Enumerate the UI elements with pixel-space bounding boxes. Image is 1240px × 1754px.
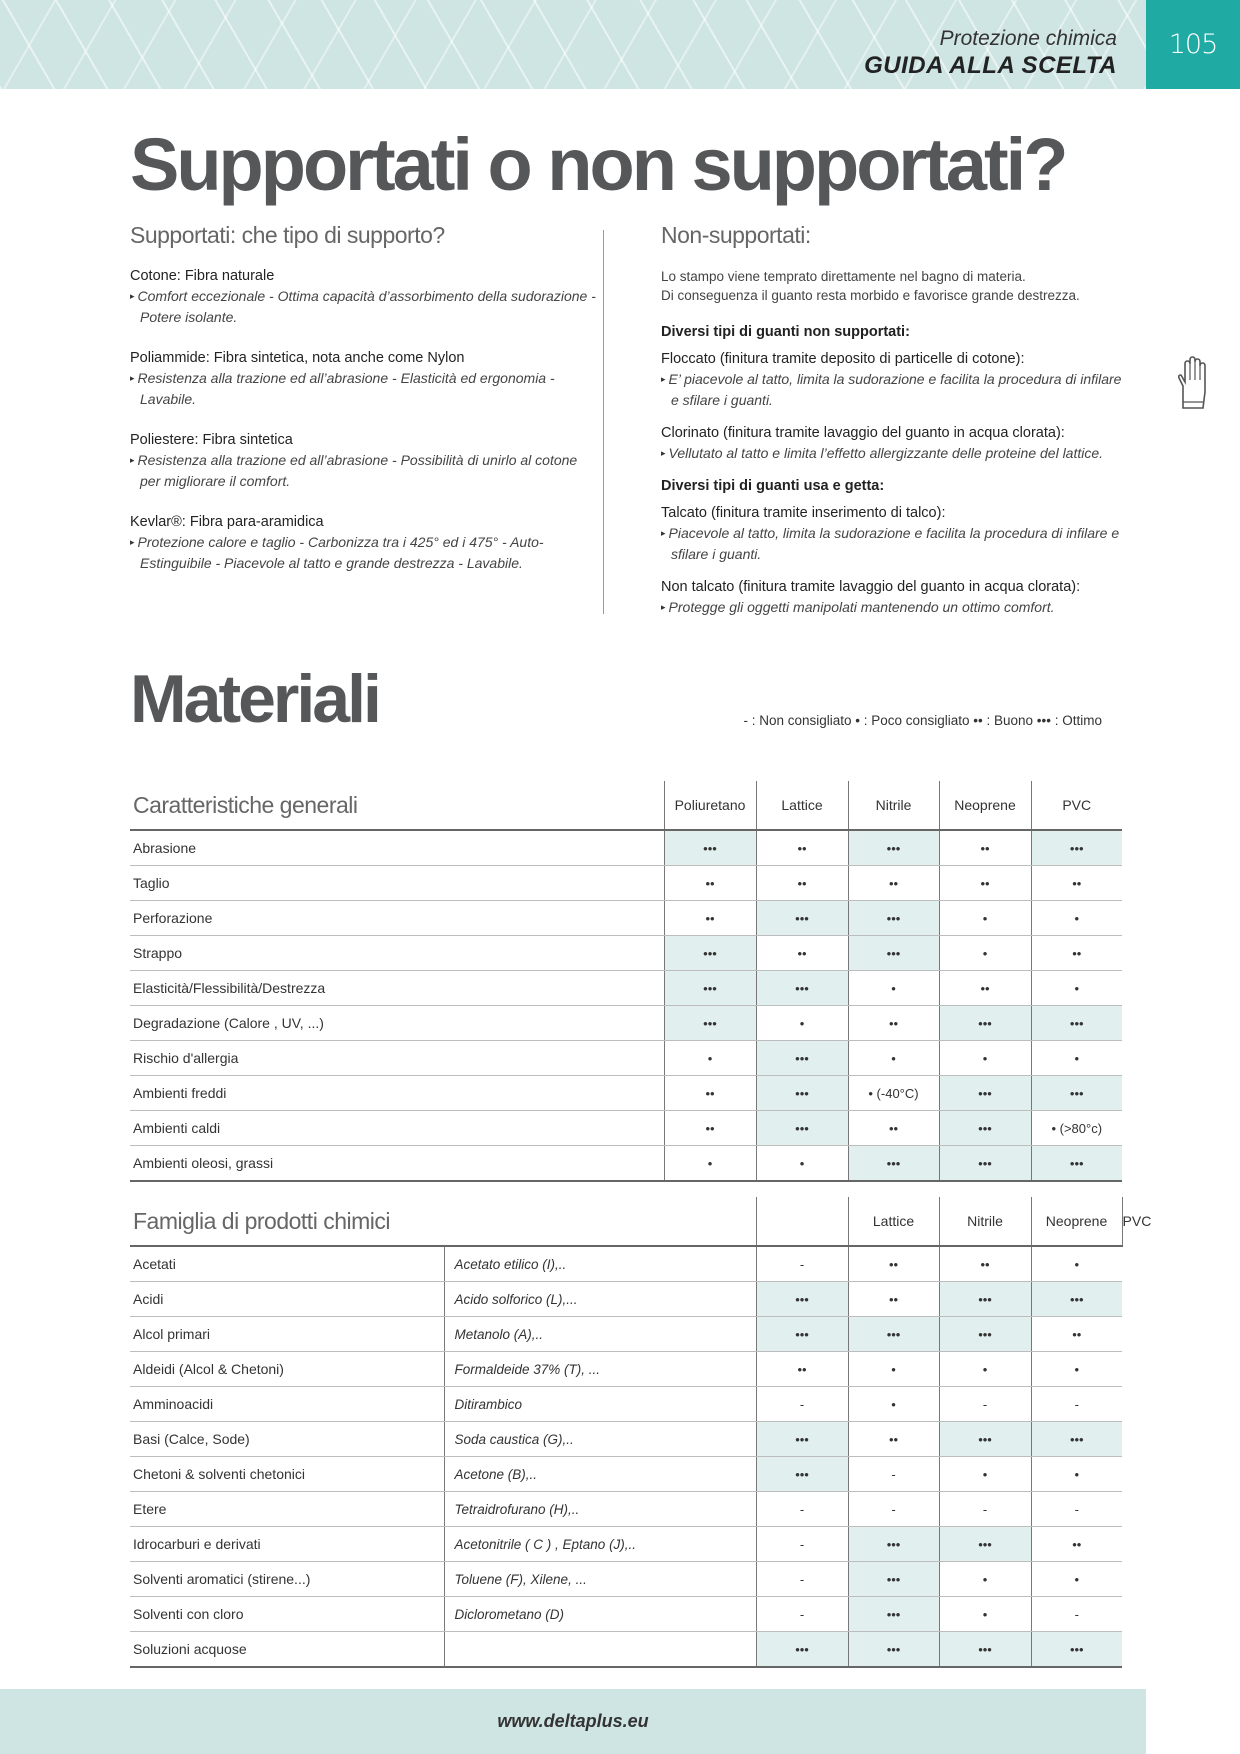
bullet-triangle-icon: ▸ (130, 291, 135, 301)
rating-cell: •• (664, 1111, 756, 1146)
rating-cell: • (939, 1457, 1031, 1492)
item-description (130, 369, 600, 409)
rating-cell: ••• (756, 1457, 848, 1492)
row-label: Taglio (130, 866, 664, 901)
rating-cell: ••• (1031, 1006, 1122, 1041)
text-item (130, 349, 600, 409)
header-title: GUIDA ALLA SCELTA (864, 52, 1117, 79)
column-header: Neoprene (1031, 1197, 1122, 1246)
item-title: Cotone: Fibra naturale (130, 268, 275, 284)
row-label: Aldeidi (Alcol & Chetoni) (130, 1352, 444, 1387)
general-characteristics-table (130, 781, 1122, 1182)
rating-cell: ••• (939, 1111, 1031, 1146)
item-description (661, 444, 1131, 465)
table-row (130, 1387, 1122, 1422)
rating-cell: - (1031, 1387, 1122, 1422)
section-title-supportati: Supportati o non supportati? (130, 123, 1066, 206)
row-label: Ambienti oleosi, grassi (130, 1146, 664, 1182)
item-title: Poliammide: Fibra sintetica, nota anche come Nylon (130, 350, 465, 366)
row-label: Strappo (130, 936, 664, 971)
rating-cell: ••• (756, 971, 848, 1006)
bullet-triangle-icon: ▸ (661, 374, 666, 384)
rating-cell: - (939, 1492, 1031, 1527)
rating-cell: • (848, 1352, 939, 1387)
item-title: Non talcato (finitura tramite lavaggio del guanto in acqua clorata): (661, 579, 1081, 595)
rating-cell: ••• (848, 936, 939, 971)
column-header-blank (756, 1197, 848, 1246)
rating-cell: • (756, 1146, 848, 1182)
rating-cell: • (848, 971, 939, 1006)
rating-cell: •• (939, 1246, 1031, 1282)
rating-cell: ••• (756, 1076, 848, 1111)
item-description (661, 524, 1131, 564)
section-title-materiali: Materiali (130, 661, 379, 737)
column-header: Nitrile (848, 781, 939, 830)
rating-cell: ••• (664, 1006, 756, 1041)
rating-cell: •• (939, 866, 1031, 901)
unsupported-intro-2: Di conseguenza il guanto resta morbido e favorisce grande destrezza. (661, 288, 1080, 303)
row-label: Idrocarburi e derivati (130, 1527, 444, 1562)
table-row (130, 1076, 1122, 1111)
supported-heading: Supportati: che tipo di supporto? (130, 222, 445, 248)
rating-cell: ••• (848, 1562, 939, 1597)
rating-cell: •• (1031, 866, 1122, 901)
table-row (130, 1352, 1122, 1387)
item-title: Talcato (finitura tramite inserimento di talco): (661, 505, 946, 521)
table-row (130, 936, 1122, 971)
rating-cell: ••• (1031, 1632, 1122, 1668)
table-row (130, 866, 1122, 901)
rating-cell: ••• (664, 936, 756, 971)
table-row (130, 1527, 1122, 1562)
table-row (130, 1632, 1122, 1668)
rating-cell: •• (848, 1246, 939, 1282)
example-chemical: Acetone (B),.. (444, 1457, 756, 1492)
rating-cell: • (1031, 1246, 1122, 1282)
rating-cell: ••• (756, 1422, 848, 1457)
footer-band (0, 1689, 1146, 1754)
row-label: Solventi aromatici (stirene...) (130, 1562, 444, 1597)
table-row (130, 1041, 1122, 1076)
text-item (661, 578, 1131, 619)
rating-cell: • (664, 1146, 756, 1182)
rating-cell: ••• (664, 830, 756, 866)
row-label: Elasticità/Flessibilità/Destrezza (130, 971, 664, 1006)
row-label: Chetoni & solventi chetonici (130, 1457, 444, 1492)
row-label: Abrasione (130, 830, 664, 866)
item-description-text: Protegge gli oggetti manipolati mantenendo un ottimo comfort. (668, 599, 1055, 615)
group-2-title: Diversi tipi di guanti usa e getta: (661, 478, 885, 494)
rating-cell: - (756, 1246, 848, 1282)
glove-icon (1176, 356, 1210, 412)
rating-cell: ••• (939, 1317, 1031, 1352)
item-description-text: Resistenza alla trazione ed all’abrasione - Possibilità di unirlo al cotone per migliorare il comfort. (137, 452, 578, 489)
bullet-triangle-icon: ▸ (661, 528, 666, 538)
rating-cell: • (-40°C) (848, 1076, 939, 1111)
table-row (130, 1282, 1122, 1317)
rating-cell: ••• (848, 1317, 939, 1352)
rating-cell: - (756, 1492, 848, 1527)
example-chemical: Ditirambico (444, 1387, 756, 1422)
row-label: Amminoacidi (130, 1387, 444, 1422)
row-label: Perforazione (130, 901, 664, 936)
rating-cell: - (1031, 1597, 1122, 1632)
rating-cell: •• (1031, 1527, 1122, 1562)
rating-cell: •• (756, 866, 848, 901)
rating-cell: •• (756, 936, 848, 971)
example-chemical: Soda caustica (G),.. (444, 1422, 756, 1457)
example-chemical: Diclorometano (D) (444, 1597, 756, 1632)
rating-cell: • (939, 936, 1031, 971)
rating-cell: ••• (756, 1632, 848, 1668)
page-number: 105 (1146, 0, 1240, 89)
rating-cell: - (756, 1597, 848, 1632)
rating-cell: •• (664, 1076, 756, 1111)
rating-cell: • (939, 901, 1031, 936)
row-label: Degradazione (Calore , UV, ...) (130, 1006, 664, 1041)
text-item (130, 267, 600, 327)
rating-cell: • (664, 1041, 756, 1076)
rating-cell: ••• (848, 901, 939, 936)
rating-cell: • (1031, 1562, 1122, 1597)
row-label: Ambienti freddi (130, 1076, 664, 1111)
table-row (130, 1006, 1122, 1041)
rating-cell: - (756, 1387, 848, 1422)
row-label: Basi (Calce, Sode) (130, 1422, 444, 1457)
item-description (661, 598, 1131, 619)
rating-cell: ••• (1031, 830, 1122, 866)
bullet-triangle-icon: ▸ (130, 373, 135, 383)
item-description (661, 370, 1131, 410)
item-description (130, 287, 600, 327)
chemical-families-table: Famiglia di prodotti chimici Lattice Nitrile Neoprene PVC Acetati Acetato etilico (I),.. - •• •• • Acidi Acido solforico (L),... ••• •• ••• ••• Alcol primari Metanolo (A),.. ••• ••• ••• •• Aldeidi (Alcol & Chetoni) Formaldeide 37% (T), ... •• • • • Amminoacidi Ditirambico - • - - Basi (Calce, Sode) Soda caustica (G),.. ••• •• ••• ••• Chetoni & solventi chetonici Acetone (B),.. ••• - • • Etere Tetraidrofurano (H),.. - - - - Idrocarburi e derivati Acetonitrile ( C ) , Eptano (J),.. - ••• ••• •• Solventi aromatici (stirene...) Toluene (F), Xilene, ... - ••• • • Solventi con cloro Diclorometano (D) - ••• • - Soluzioni acquose ••• ••• ••• ••• (130, 1197, 1122, 1668)
rating-cell: ••• (1031, 1146, 1122, 1182)
table-row (130, 1492, 1122, 1527)
table-row (130, 1422, 1122, 1457)
rating-cell: • (939, 1597, 1031, 1632)
rating-cell: • (>80°c) (1031, 1111, 1122, 1146)
item-description (130, 533, 600, 573)
item-description-text: Comfort eccezionale - Ottima capacità d’assorbimento della sudorazione - Potere isolante. (137, 288, 596, 325)
example-chemical: Acetato etilico (I),.. (444, 1246, 756, 1282)
unsupported-column (661, 222, 1131, 633)
table-row (130, 1457, 1122, 1492)
rating-cell: ••• (939, 1076, 1031, 1111)
table-row (130, 1146, 1122, 1182)
rating-cell: •• (1031, 936, 1122, 971)
rating-cell: • (848, 1041, 939, 1076)
column-header: Poliuretano (664, 781, 756, 830)
rating-cell: ••• (848, 1146, 939, 1182)
example-chemical (444, 1632, 756, 1668)
row-label: Soluzioni acquose (130, 1632, 444, 1668)
rating-legend: - : Non consigliato • : Poco consigliato •• : Buono ••• : Ottimo (743, 713, 1102, 728)
example-chemical: Toluene (F), Xilene, ... (444, 1562, 756, 1597)
rating-cell: • (939, 1041, 1031, 1076)
rating-cell: • (1031, 1457, 1122, 1492)
row-label: Ambienti caldi (130, 1111, 664, 1146)
rating-cell: ••• (1031, 1282, 1122, 1317)
bullet-triangle-icon: ▸ (661, 602, 666, 612)
column-divider (603, 230, 604, 614)
rating-cell: - (848, 1492, 939, 1527)
rating-cell: - (848, 1457, 939, 1492)
rating-cell: • (939, 1562, 1031, 1597)
rating-cell: - (1031, 1492, 1122, 1527)
rating-cell: •• (664, 866, 756, 901)
rating-cell: ••• (939, 1632, 1031, 1668)
table-row (130, 1562, 1122, 1597)
rating-cell: ••• (848, 1597, 939, 1632)
rating-cell: ••• (664, 971, 756, 1006)
rating-cell: ••• (1031, 1076, 1122, 1111)
example-chemical: Tetraidrofurano (H),.. (444, 1492, 756, 1527)
rating-cell: • (1031, 1041, 1122, 1076)
rating-cell: ••• (756, 1041, 848, 1076)
item-title: Poliestere: Fibra sintetica (130, 432, 293, 448)
rating-cell: ••• (939, 1282, 1031, 1317)
row-label: Rischio d'allergia (130, 1041, 664, 1076)
rating-cell: - (939, 1387, 1031, 1422)
column-header: Nitrile (939, 1197, 1031, 1246)
rating-cell: ••• (756, 1317, 848, 1352)
footer-url[interactable]: www.deltaplus.eu (497, 1711, 649, 1731)
table-row (130, 901, 1122, 936)
rating-cell: ••• (1031, 1422, 1122, 1457)
rating-cell: •• (939, 971, 1031, 1006)
rating-cell: ••• (939, 1146, 1031, 1182)
example-chemical: Acido solforico (L),... (444, 1282, 756, 1317)
rating-cell: ••• (756, 901, 848, 936)
text-item (130, 431, 600, 491)
item-title: Clorinato (finitura tramite lavaggio del guanto in acqua clorata): (661, 425, 1065, 441)
table-row (130, 1111, 1122, 1146)
example-chemical: Metanolo (A),.. (444, 1317, 756, 1352)
table-row (130, 971, 1122, 1006)
table-row (130, 1597, 1122, 1632)
chem-table-caption: Famiglia di prodotti chimici (133, 1207, 390, 1234)
rating-cell: •• (1031, 1317, 1122, 1352)
general-table-caption: Caratteristiche generali (133, 791, 358, 818)
row-label: Alcol primari (130, 1317, 444, 1352)
example-chemical: Formaldeide 37% (T), ... (444, 1352, 756, 1387)
item-description-text: E’ piacevole al tatto, limita la sudorazione e facilita la procedura di infilare e sfilare i guanti. (668, 371, 1122, 408)
rating-cell: ••• (939, 1006, 1031, 1041)
rating-cell: • (1031, 1352, 1122, 1387)
rating-cell: ••• (756, 1111, 848, 1146)
item-title: Floccato (finitura tramite deposito di particelle di cotone): (661, 351, 1025, 367)
rating-cell: •• (756, 1352, 848, 1387)
rating-cell: ••• (848, 1632, 939, 1668)
header-subtitle: Protezione chimica (939, 27, 1117, 50)
rating-cell: •• (848, 1111, 939, 1146)
rating-cell: • (1031, 971, 1122, 1006)
table-row (130, 1246, 1122, 1282)
bullet-triangle-icon: ▸ (130, 455, 135, 465)
row-label: Solventi con cloro (130, 1597, 444, 1632)
rating-cell: • (848, 1387, 939, 1422)
row-label: Acidi (130, 1282, 444, 1317)
rating-cell: - (756, 1562, 848, 1597)
table-row (130, 1317, 1122, 1352)
text-item (661, 350, 1131, 410)
example-chemical: Acetonitrile ( C ) , Eptano (J),.. (444, 1527, 756, 1562)
rating-cell: ••• (848, 830, 939, 866)
item-description-text: Protezione calore e taglio - Carbonizza tra i 425° ed i 475° - Auto-Estinguibile - Piacevole al tatto e grande destrezza - Lavabile. (137, 534, 544, 571)
unsupported-heading: Non-supportati: (661, 222, 811, 248)
text-item (661, 424, 1131, 465)
group-1-title: Diversi tipi di guanti non supportati: (661, 324, 910, 340)
rating-cell: •• (848, 866, 939, 901)
rating-cell: • (1031, 901, 1122, 936)
item-title: Kevlar®: Fibra para-aramidica (130, 514, 324, 530)
text-item (130, 513, 600, 573)
rating-cell: - (756, 1527, 848, 1562)
rating-cell: •• (848, 1006, 939, 1041)
column-header: PVC (1031, 781, 1122, 830)
bullet-triangle-icon: ▸ (661, 448, 666, 458)
column-header: Lattice (848, 1197, 939, 1246)
rating-cell: •• (664, 901, 756, 936)
row-label: Acetati (130, 1246, 444, 1282)
rating-cell: • (939, 1352, 1031, 1387)
rating-cell: ••• (939, 1527, 1031, 1562)
table-row (130, 830, 1122, 866)
column-header: Lattice (756, 781, 848, 830)
row-label: Etere (130, 1492, 444, 1527)
rating-cell: •• (848, 1282, 939, 1317)
supported-column (130, 222, 600, 595)
unsupported-intro-1: Lo stampo viene temprato direttamente nel bagno di materia. (661, 269, 1026, 284)
rating-cell: ••• (848, 1527, 939, 1562)
rating-cell: •• (756, 830, 848, 866)
rating-cell: ••• (939, 1422, 1031, 1457)
item-description-text: Vellutato al tatto e limita l’effetto allergizzante delle proteine del lattice. (668, 445, 1104, 461)
item-description-text: Piacevole al tatto, limita la sudorazione e facilita la procedura di infilare e sfilare i guanti. (668, 525, 1120, 562)
rating-cell: ••• (756, 1282, 848, 1317)
rating-cell: • (756, 1006, 848, 1041)
rating-cell: •• (939, 830, 1031, 866)
column-header: Neoprene (939, 781, 1031, 830)
text-item (661, 504, 1131, 564)
bullet-triangle-icon: ▸ (130, 537, 135, 547)
rating-cell: •• (848, 1422, 939, 1457)
item-description-text: Resistenza alla trazione ed all’abrasione - Elasticità ed ergonomia - Lavabile. (137, 370, 555, 407)
item-description (130, 451, 600, 491)
